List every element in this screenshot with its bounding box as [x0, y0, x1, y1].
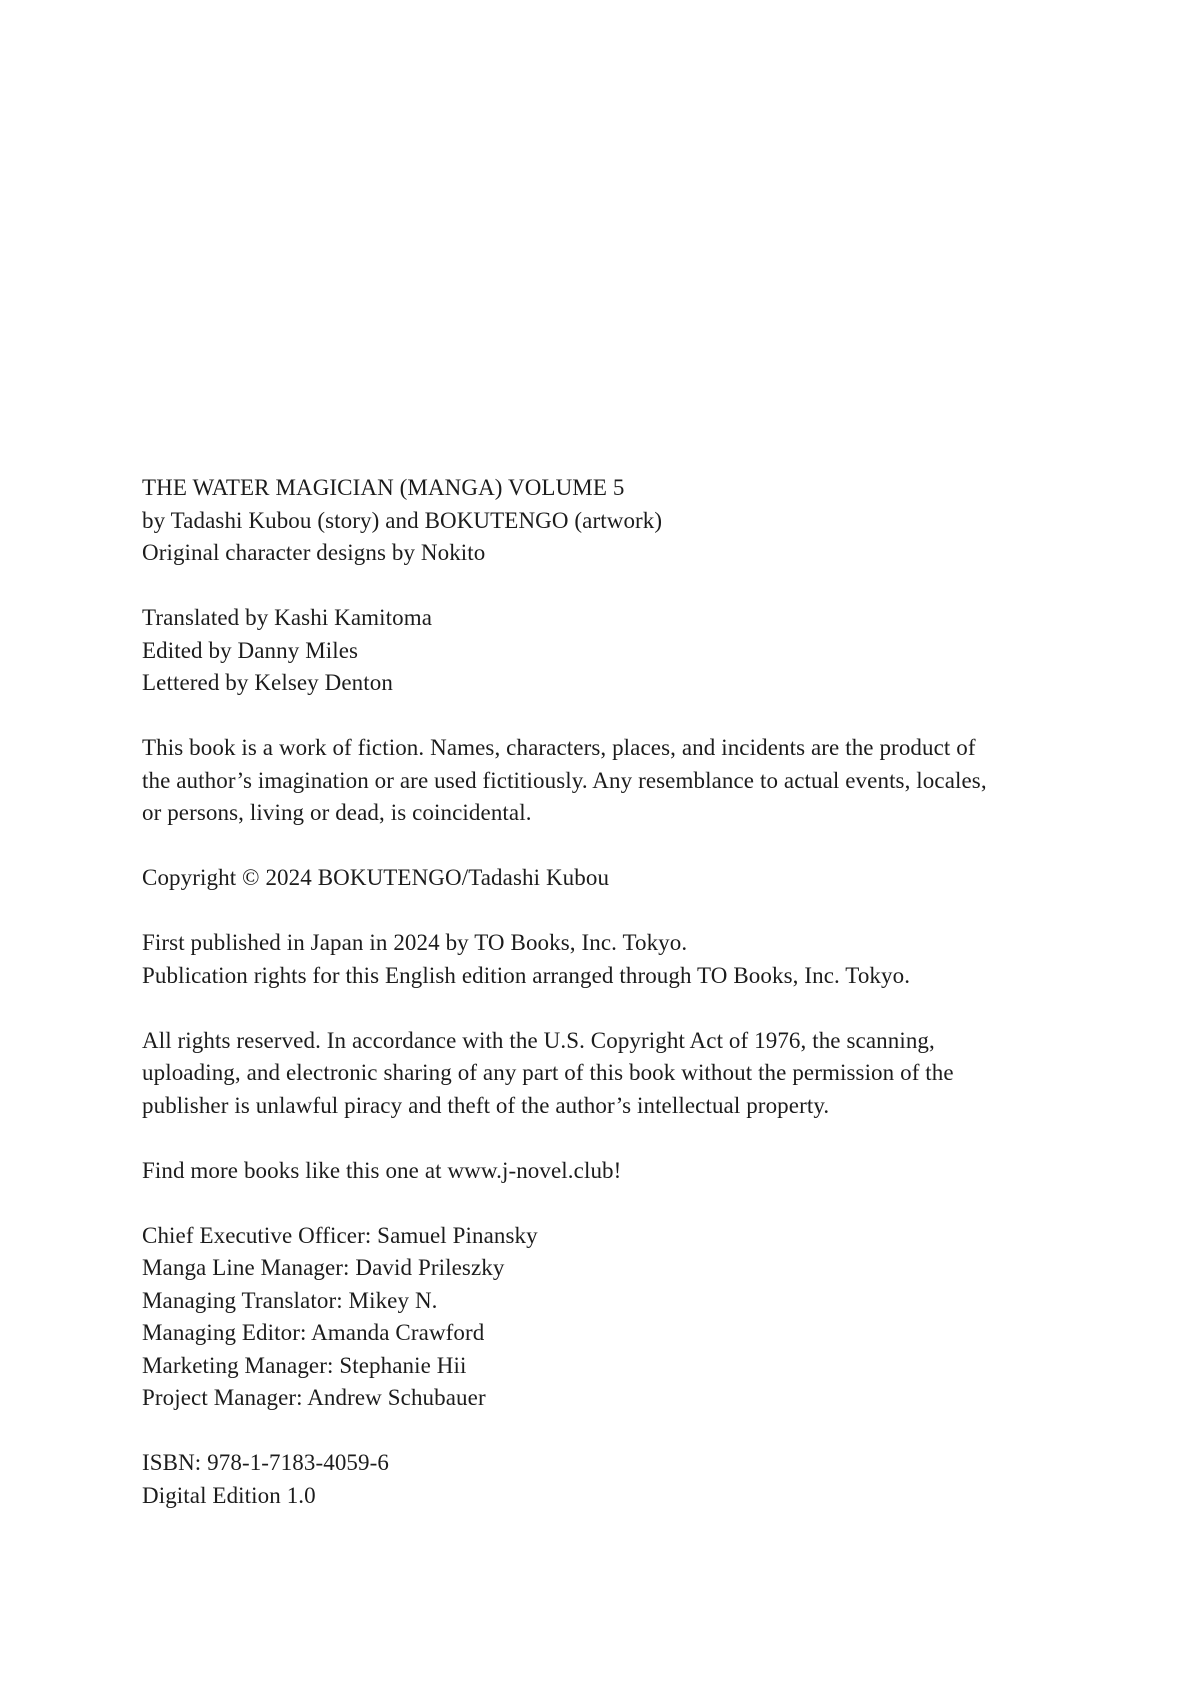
staff-project-manager: Project Manager: Andrew Schubauer [142, 1385, 486, 1410]
copyright-notice: Copyright © 2024 BOKUTENGO/Tadashi Kubou [142, 865, 610, 890]
staff-managing-editor: Managing Editor: Amanda Crawford [142, 1320, 485, 1345]
publication-line: First published in Japan in 2024 by TO Books, Inc. Tokyo. [142, 930, 688, 955]
edition-block [142, 1447, 1130, 1512]
copyright-block [142, 862, 1130, 895]
rights-line: publisher is unlawful piracy and theft of the author’s intellectual property. [142, 1092, 830, 1118]
staff-marketing-manager: Marketing Manager: Stephanie Hii [142, 1352, 467, 1378]
staff-block [142, 1220, 1130, 1415]
title-block [142, 472, 1130, 570]
translator-credit: Translated by Kashi Kamitoma [142, 605, 433, 630]
disclaimer-line: This book is a work of fiction. Names, characters, places, and incidents are the product of [142, 735, 976, 760]
disclaimer-line: the author’s imagination or are used fictitiously. Any resemblance to actual events, locales, [142, 767, 987, 793]
fiction-disclaimer-block [142, 732, 1130, 830]
rights-line: All rights reserved. In accordance with the U.S. Copyright Act of 1976, the scanning, [142, 1027, 935, 1053]
staff-manga-line-manager: Manga Line Manager: David Prileszky [142, 1255, 505, 1280]
staff-managing-translator: Managing Translator: Mikey N. [142, 1287, 438, 1313]
letterer-credit: Lettered by Kelsey Denton [142, 670, 393, 695]
publication-line: Publication rights for this English edition arranged through TO Books, Inc. Tokyo. [142, 962, 911, 988]
editor-credit: Edited by Danny Miles [142, 637, 359, 663]
isbn: ISBN: 978-1-7183-4059-6 [142, 1450, 389, 1475]
rights-reserved-block [142, 1025, 1130, 1123]
publication-block [142, 927, 1130, 992]
character-design-credit: Original character designs by Nokito [142, 540, 486, 565]
promo-line: Find more books like this one at www.j-novel.club! [142, 1157, 622, 1183]
digital-edition-version: Digital Edition 1.0 [142, 1482, 316, 1508]
rights-line: uploading, and electronic sharing of any part of this book without the permission of the [142, 1060, 954, 1085]
book-title: THE WATER MAGICIAN (MANGA) VOLUME 5 [142, 475, 625, 500]
disclaimer-line: or persons, living or dead, is coincidental. [142, 800, 532, 825]
credits-block [142, 602, 1130, 700]
promo-block [142, 1155, 1130, 1188]
staff-ceo: Chief Executive Officer: Samuel Pinansky [142, 1222, 538, 1248]
author-credit: by Tadashi Kubou (story) and BOKUTENGO (artwork) [142, 507, 663, 533]
